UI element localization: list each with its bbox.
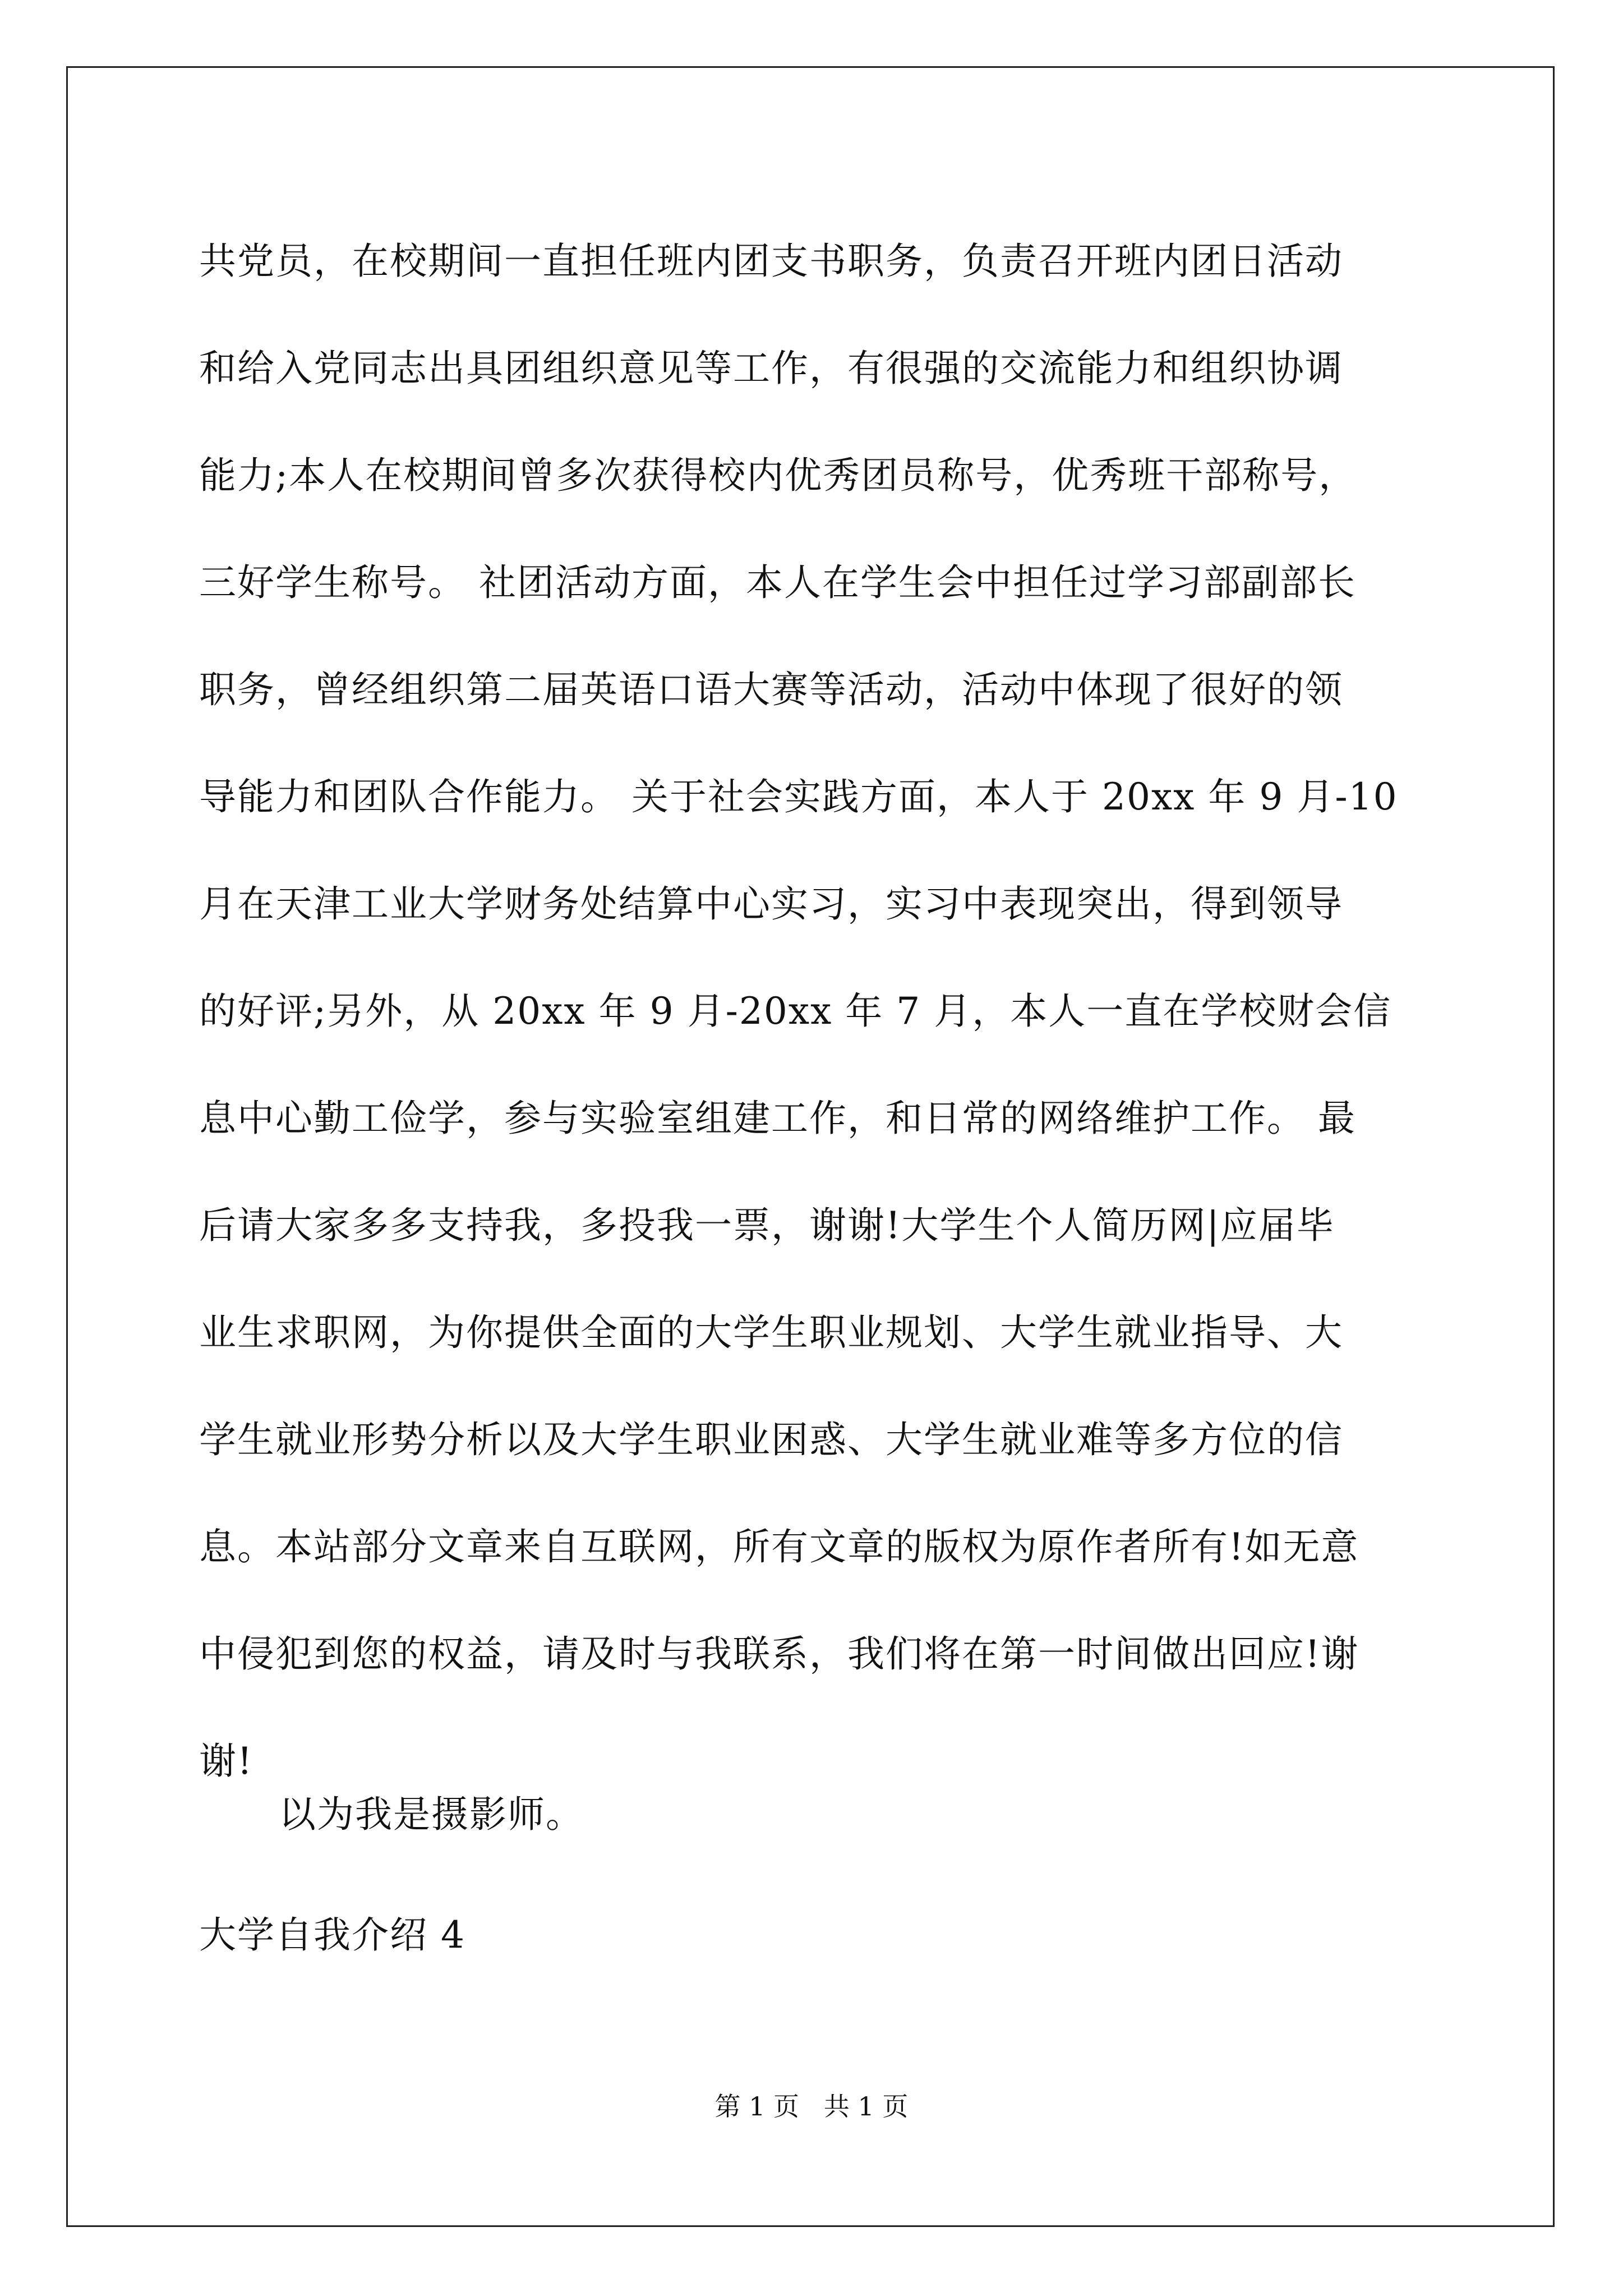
body-line: 后请大家多多支持我，多投我一票，谢谢!大学生个人简历网|应届毕 <box>199 1204 1335 1247</box>
body-line: 的好评;另外，从 20xx 年 9 月-20xx 年 7 月，本人一直在学校财会信 <box>199 990 1392 1033</box>
body-paragraph <box>199 208 1472 1815</box>
body-line: 三好学生称号。 社团活动方面，本人在学生会中担任过学习部副部长 <box>199 561 1356 604</box>
body-line: 导能力和团队合作能力。 关于社会实践方面，本人于 20xx 年 9 月-10 <box>199 775 1398 818</box>
body-line: 谢! <box>199 1740 253 1783</box>
body-line: 和给入党同志出具团组织意见等工作，有很强的交流能力和组织协调 <box>199 347 1343 390</box>
indented-paragraph: 以为我是摄影师。 <box>279 1793 584 1836</box>
body-line: 职务，曾经组织第二届英语口语大赛等活动，活动中体现了很好的领 <box>199 668 1343 711</box>
body-line: 能力;本人在校期间曾多次获得校内优秀团员称号，优秀班干部称号， <box>199 454 1357 497</box>
body-line: 共党员，在校期间一直担任班内团支书职务，负责召开班内团日活动 <box>199 240 1343 283</box>
body-line: 业生求职网，为你提供全面的大学生职业规划、大学生就业指导、大 <box>199 1311 1343 1354</box>
body-line: 学生就业形势分析以及大学生职业困惑、大学生就业难等多方位的信 <box>199 1418 1343 1461</box>
body-line: 月在天津工业大学财务处结算中心实习，实习中表现突出，得到领导 <box>199 882 1343 926</box>
page-number-footer: 第 1 页 共 1 页 <box>714 2091 909 2122</box>
body-line: 息。本站部分文章来自互联网，所有文章的版权为原作者所有!如无意 <box>199 1525 1359 1568</box>
body-line: 中侵犯到您的权益，请及时与我联系，我们将在第一时间做出回应!谢 <box>199 1632 1359 1676</box>
section-heading: 大学自我介绍 4 <box>199 1913 465 1957</box>
body-line: 息中心勤工俭学，参与实验室组建工作，和日常的网络维护工作。 最 <box>199 1097 1356 1140</box>
